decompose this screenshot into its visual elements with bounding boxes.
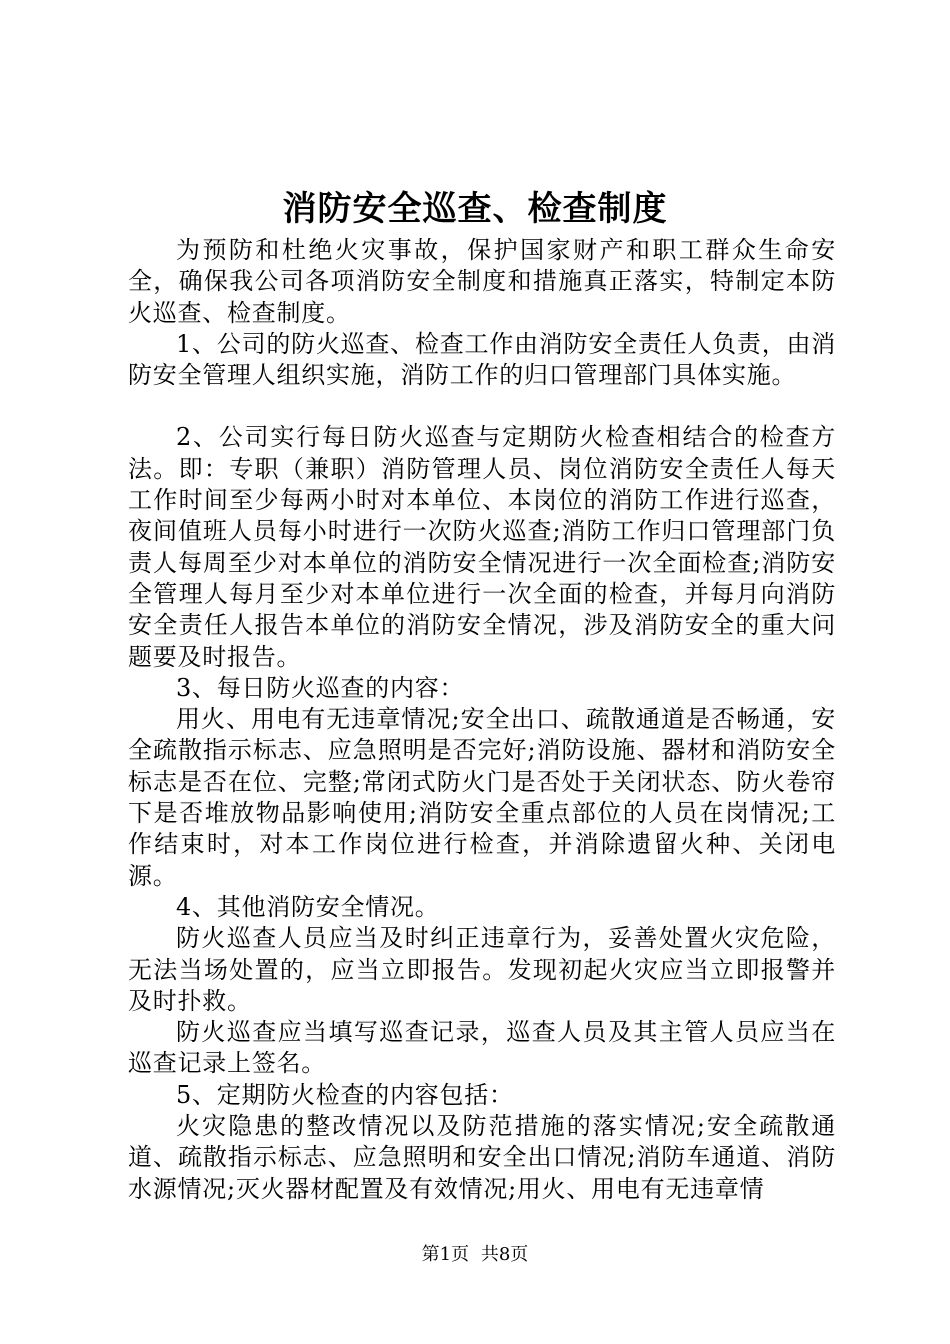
paragraph-patrol-duties: 防火巡查人员应当及时纠正违章行为，妥善处置火灾危险，无法当场处置的，应当立即报告。发现初起火灾应当立即报警并及时扑救。 — [128, 924, 836, 1015]
paragraph-patrol-records: 防火巡查应当填写巡查记录，巡查人员及其主管人员应当在巡查记录上签名。 — [128, 1018, 836, 1078]
paragraph-item-4-heading: 4、其他消防安全情况。 — [176, 892, 440, 921]
page-number: 第1页 — [421, 1244, 470, 1265]
paragraph-item-3-heading: 3、每日防火巡查的内容： — [176, 673, 465, 702]
paragraph-item-2: 2、公司实行每日防火巡查与定期防火检查相结合的检查方法。即：专职（兼职）消防管理人员、岗位消防安全责任人每天工作时间至少每两小时对本单位、本岗位的消防工作进行巡查，夜间值班人员每小时进行一次防火巡查;消防工作归口管理部门负责人每周至少对本单位的消防安全情况进行一次全面检查;消防安全管理人每月至少对本单位进行一次全面的检查，并每月向消防安全责任人报告本单位的消防安全情况，涉及消防安全的重大问题要及时报告。 — [128, 423, 836, 671]
page-total: 共8页 — [480, 1244, 529, 1265]
page-footer — [0, 1243, 950, 1267]
paragraph-spacer — [128, 391, 836, 422]
paragraph-intro: 为预防和杜绝火灾事故，保护国家财产和职工群众生命安全，确保我公司各项消防安全制度和措施真正落实，特制定本防火巡查、检查制度。 — [128, 236, 836, 327]
document-title: 消防安全巡查、检查制度 — [282, 189, 668, 229]
paragraph-item-1: 1、公司的防火巡查、检查工作由消防安全责任人负责，由消防安全管理人组织实施，消防工作的归口管理部门具体实施。 — [128, 329, 836, 390]
document-body — [128, 235, 836, 1205]
paragraph-daily-patrol-content: 用火、用电有无违章情况;安全出口、疏散通道是否畅通，安全疏散指示标志、应急照明是否完好;消防设施、器材和消防安全标志是否在位、完整;常闭式防火门是否处于关闭状态、防火卷帘下是否堆放物品影响使用;消防安全重点部位的人员在岗情况;工作结束时，对本工作岗位进行检查，并消除遗留火种、关闭电源。 — [128, 705, 836, 890]
paragraph-item-5-heading: 5、定期防火检查的内容包括： — [176, 1080, 514, 1109]
paragraph-periodic-check-content: 火灾隐患的整改情况以及防范措施的落实情况;安全疏散通道、疏散指示标志、应急照明和安全出口情况;消防车通道、消防水源情况;灭火器材配置及有效情况;用火、用电有无违章情 — [128, 1112, 836, 1203]
